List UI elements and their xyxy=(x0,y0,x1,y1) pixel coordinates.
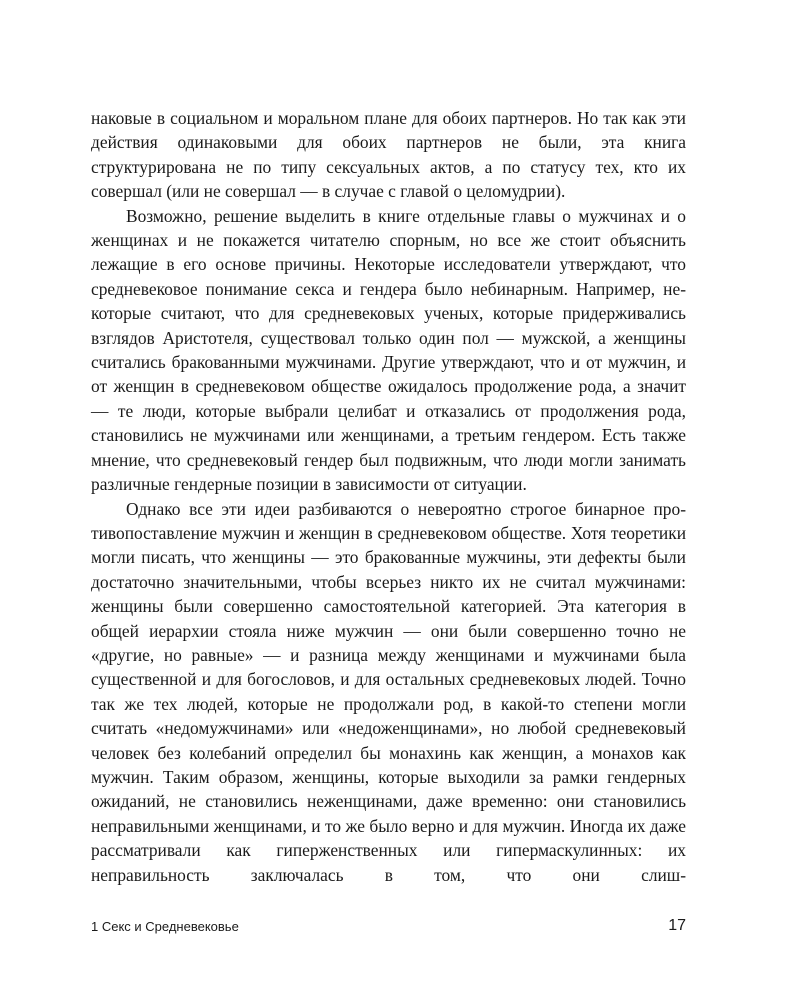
paragraph: Однако все эти идеи разбиваются о невероятно строгое бинарное противопоставление мужчин и женщин в средневековом обществе. Хотя теоретики могли писать, что женщины — это бракованные мужчины, эти дефекты были достаточно значительными, чтобы всерьез никто их не считал мужчинами: женщины были совершенно самостоятельной категорией. Эта категория в общей иерархии стояла ниже мужчин — они были совершенно точно не «другие, но равные» — и разница между женщинами и мужчинами была существенной и для богословов, и для остальных средневековых людей. Точно так же тех людей, которые не продолжали род, в какой-то степени могли считать «недомужчинами» или «недоженщинами», но любой средневековый человек без колебаний определил бы монахинь как женщин, а монахов как мужчин. Таким образом, женщины, которые выходили за рамки гендерных ожиданий, не становились неженщинами, даже временно: они становились неправильными женщинами, и то же было верно и для мужчин. Иногда их даже рассматривали как гиперженственных или гипермаскулинных: их неправильность заключалась в том, что они слиш- xyxy=(91,498,686,885)
running-footer-chapter: 1 Секс и Средневековье xyxy=(91,919,239,934)
paragraph-continued: наковые в социальном и моральном плане для обоих партнеров. Но так как эти действия одинаковыми для обоих партнеров не были, эта книга структурирована не по типу сексуальных актов, а по статусу тех, кто их совершал (или не совершал — в случае с главой о целомудрии). xyxy=(91,108,686,202)
page-number: 17 xyxy=(668,917,686,934)
paragraph: Возможно, решение выделить в книге отдельные главы о мужчинах и о женщинах и не покажется читателю спорным, но все же стоит объяснить лежащие в его основе причины. Некоторые исследователи утверждают, что средневековое понимание секса и гендера было небинарным. Например, некоторые считают, что для средневековых ученых, которые придерживались взглядов Аристотеля, существовал только один пол — мужской, а женщины считались бракованными мужчинами. Другие утверждают, что и от мужчин, и от женщин в средневековом обществе ожидалось продолжение рода, а значит — те люди, которые выбрали целибат и отказались от продолжения рода, становились не мужчинами или женщинами, а третьим гендером. Есть также мнение, что средневековый гендер был подвижным, что люди могли занимать различные гендерные позиции в зависимости от ситуации. xyxy=(91,205,686,495)
body-text xyxy=(91,106,686,887)
page-footer xyxy=(91,917,686,941)
